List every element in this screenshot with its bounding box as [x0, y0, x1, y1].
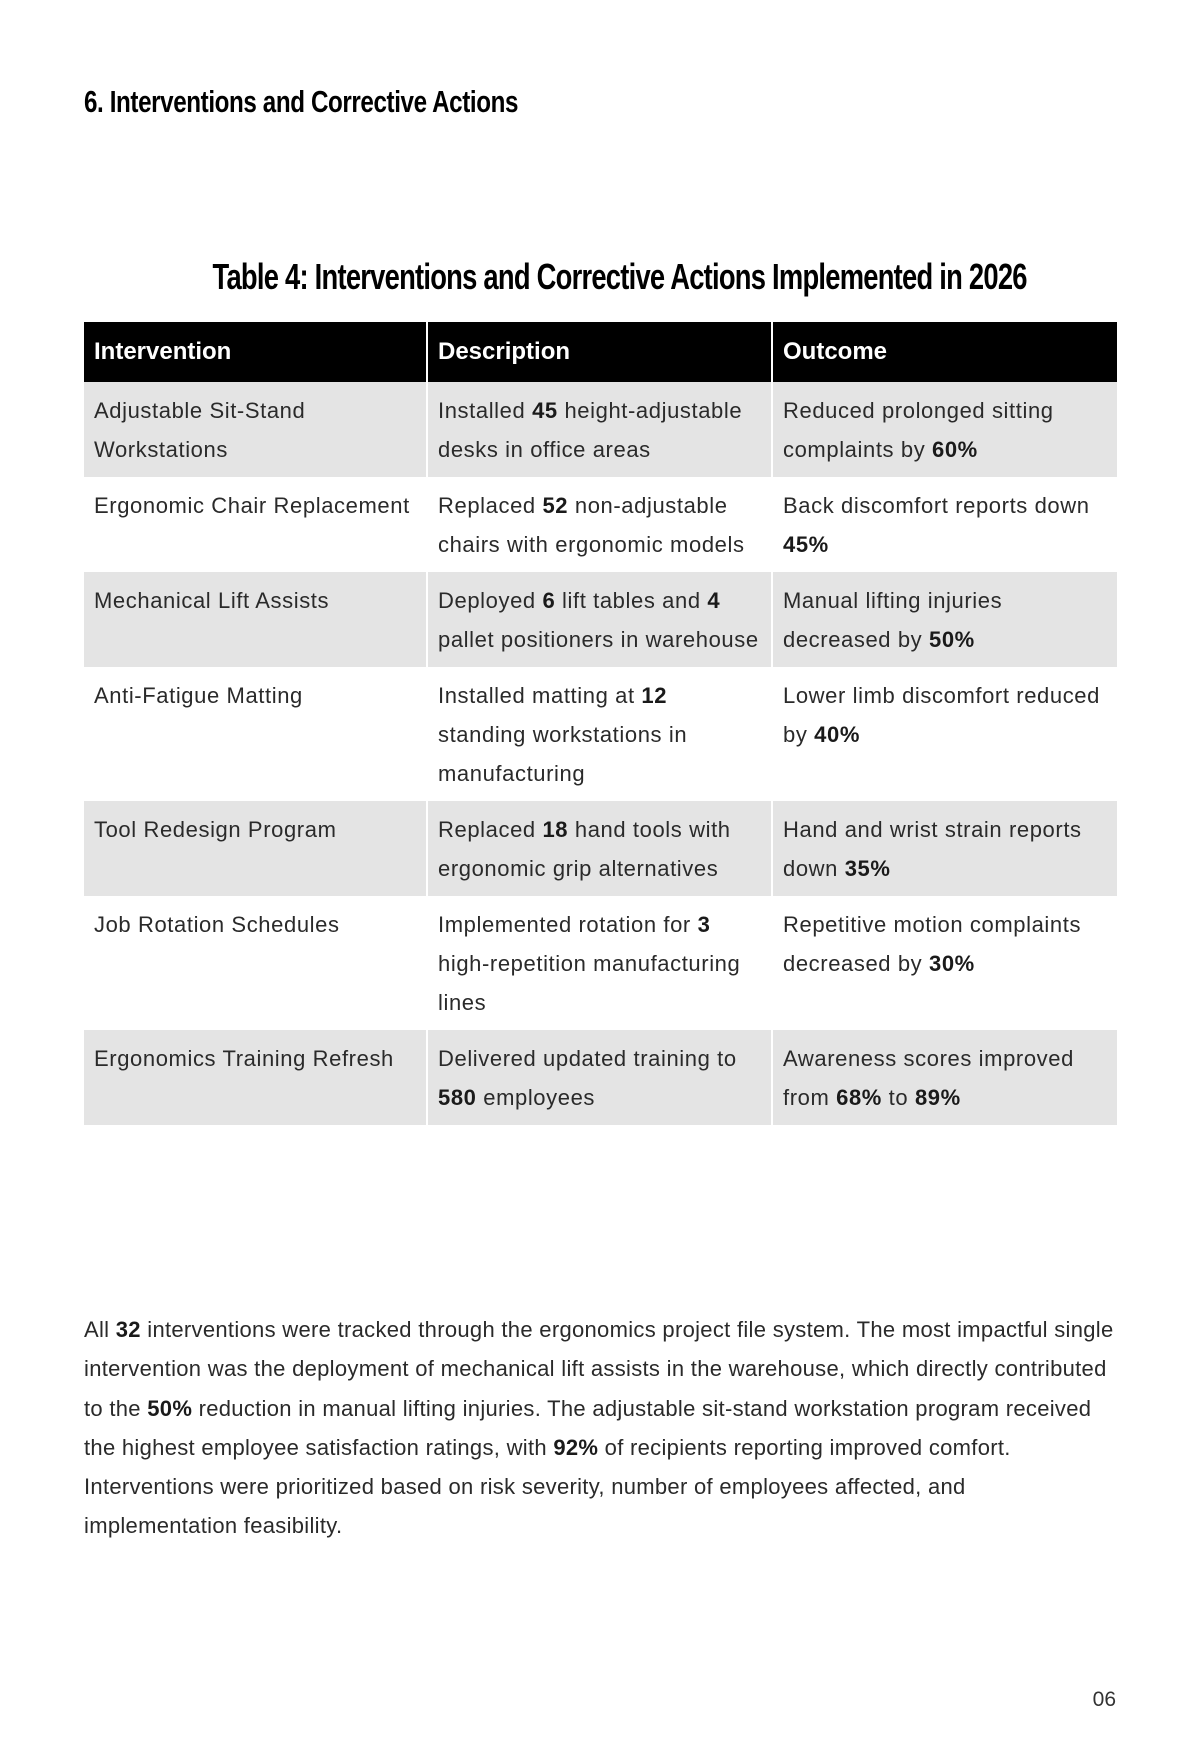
emphasized-value: 92% — [553, 1434, 599, 1460]
text-run: Installed — [438, 398, 533, 423]
header-outcome: Outcome — [772, 322, 1117, 382]
emphasized-value: 35% — [844, 856, 891, 881]
cell-description — [427, 801, 772, 896]
cell-intervention: Anti-Fatigue Matting — [84, 667, 427, 801]
cell-description — [427, 572, 772, 667]
text-run: Manual lifting injuries decreased by — [783, 588, 1003, 652]
cell-intervention: Mechanical Lift Assists — [84, 572, 427, 667]
cell-intervention: Job Rotation Schedules — [84, 896, 427, 1030]
text-run: Replaced — [438, 817, 543, 842]
emphasized-value: 30% — [929, 951, 975, 976]
text-run: Implemented rotation for — [438, 912, 698, 937]
cell-description — [427, 477, 772, 572]
table-header-row — [84, 322, 1117, 382]
text-run: hand tools with ergonomic grip alternatives — [438, 817, 731, 881]
cell-outcome — [772, 896, 1117, 1030]
cell-description — [427, 896, 772, 1030]
header-description: Description — [427, 322, 772, 382]
cell-intervention: Adjustable Sit-Stand Workstations — [84, 382, 427, 477]
text-run: Back discomfort reports down — [783, 493, 1090, 518]
text-run: Awareness scores improved from — [783, 1046, 1074, 1110]
emphasized-value: 40% — [814, 722, 860, 747]
text-run: height-adjustable desks in office areas — [438, 398, 743, 462]
cell-description — [427, 667, 772, 801]
cell-outcome — [772, 801, 1117, 896]
text-run: lift tables and — [555, 588, 708, 613]
cell-outcome — [772, 572, 1117, 667]
text-run: Installed matting at — [438, 683, 642, 708]
table-row — [84, 572, 1117, 667]
text-run: interventions were tracked through the ergonomics project file system. The most impactful single intervention was the deployment of mechanical lift assists in the warehouse, which directly contributed to the — [84, 1317, 1114, 1421]
emphasized-value: 50% — [147, 1395, 193, 1421]
text-run: All — [84, 1317, 116, 1342]
text-run: non-adjustable chairs with ergonomic models — [438, 493, 745, 557]
table-caption-wrapper — [84, 256, 1116, 298]
table-row — [84, 896, 1117, 1030]
section-heading: 6. Interventions and Corrective Actions — [84, 84, 519, 119]
text-run: Lower limb discomfort reduced by — [783, 683, 1100, 747]
emphasized-value: 3 — [697, 912, 711, 937]
text-run: Reduced prolonged sitting complaints by — [783, 398, 1054, 462]
emphasized-value: 68% — [836, 1085, 882, 1110]
text-run: high-repetition manufacturing lines — [438, 951, 741, 1015]
text-run: Replaced — [438, 493, 543, 518]
text-run: of recipients reporting improved comfort. Interventions were prioritized based on risk severity, number of employees affected, and implementation feasibility. — [84, 1434, 1011, 1539]
text-run: reduction in manual lifting injuries. The adjustable sit-stand workstation program received the highest employee satisfaction ratings, with — [84, 1395, 1092, 1460]
text-run: Repetitive motion complaints decreased by — [783, 912, 1082, 976]
emphasized-value: 45 — [532, 398, 558, 423]
table-body — [84, 382, 1117, 1125]
table-row — [84, 477, 1117, 572]
emphasized-value: 50% — [929, 627, 975, 652]
emphasized-value: 6 — [542, 588, 556, 613]
table-row — [84, 1030, 1117, 1125]
text-run: pallet positioners in warehouse — [438, 627, 759, 652]
text-run: Hand and wrist strain reports down — [783, 817, 1082, 881]
text-run: employees — [476, 1085, 596, 1110]
page-number: 06 — [1092, 1688, 1116, 1711]
text-run: Deployed — [438, 588, 543, 613]
emphasized-value: 580 — [438, 1085, 477, 1110]
summary-paragraph — [84, 1310, 1124, 1546]
emphasized-value: 18 — [542, 817, 569, 842]
cell-intervention: Ergonomic Chair Replacement — [84, 477, 427, 572]
text-run: standing workstations in manufacturing — [438, 722, 688, 786]
emphasized-value: 32 — [115, 1317, 141, 1342]
emphasized-value: 4 — [707, 588, 721, 613]
cell-intervention: Tool Redesign Program — [84, 801, 427, 896]
cell-description — [427, 1030, 772, 1125]
cell-description — [427, 382, 772, 477]
text-run: to — [881, 1085, 915, 1110]
header-intervention: Intervention — [84, 322, 427, 382]
table-row — [84, 382, 1117, 477]
cell-outcome — [772, 667, 1117, 801]
table-caption: Table 4: Interventions and Corrective Actions Implemented in 2026 — [212, 256, 1027, 297]
table-row — [84, 667, 1117, 801]
interventions-table — [84, 322, 1117, 1125]
text-run: Delivered updated training to — [438, 1046, 737, 1071]
emphasized-value: 45% — [783, 532, 829, 557]
emphasized-value: 12 — [641, 683, 668, 708]
emphasized-value: 52 — [542, 493, 569, 518]
table-row — [84, 801, 1117, 896]
cell-outcome — [772, 477, 1117, 572]
cell-outcome — [772, 1030, 1117, 1125]
emphasized-value: 60% — [932, 437, 978, 462]
emphasized-value: 89% — [914, 1085, 961, 1110]
cell-outcome — [772, 382, 1117, 477]
cell-intervention: Ergonomics Training Refresh — [84, 1030, 427, 1125]
